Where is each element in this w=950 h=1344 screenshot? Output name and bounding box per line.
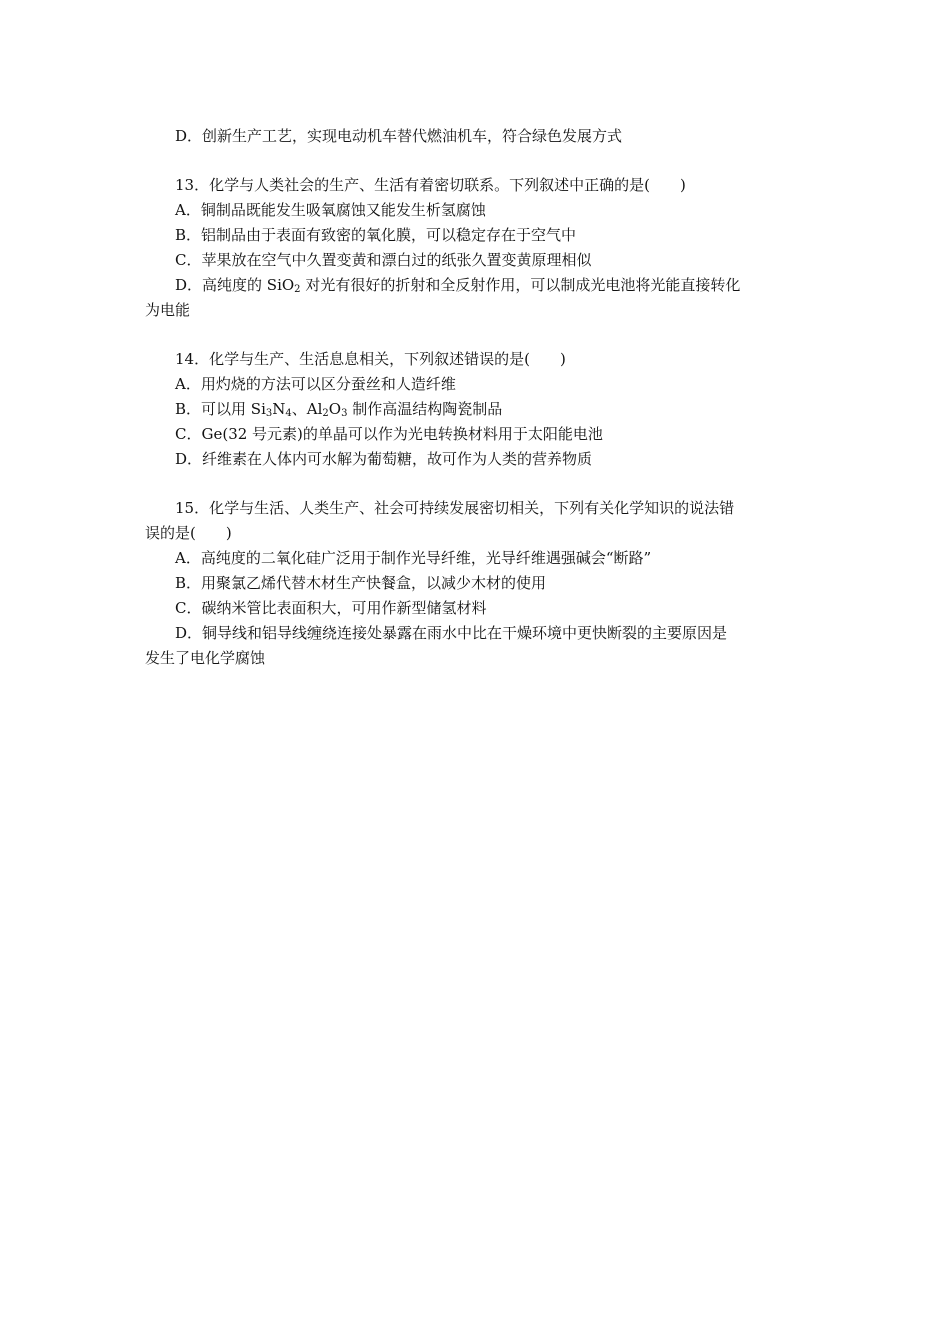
q13-option-c: C．苹果放在空气中久置变黄和漂白过的纸张久置变黄原理相似 bbox=[175, 251, 592, 269]
spacer bbox=[145, 472, 809, 496]
q14-option-b-text-1: B．可以用 Si bbox=[175, 400, 266, 418]
q13-option-d bbox=[145, 273, 809, 298]
q13-option-b: B．铝制品由于表面有致密的氧化膜，可以稳定存在于空气中 bbox=[175, 226, 577, 244]
q14-option-b-text-4: O bbox=[328, 400, 342, 418]
q14-stem: 14．化学与生产、生活息息相关，下列叙述错误的是( ) bbox=[175, 350, 566, 368]
q14-option-b-text-5: 制作高温结构陶瓷制品 bbox=[347, 400, 503, 418]
q15-option-d: D．铜导线和铝导线缠绕连接处暴露在雨水中比在干燥环境中更快断裂的主要原因是 bbox=[175, 624, 728, 642]
q13-option-d-text-2: 对光有很好的折射和全反射作用，可以制成光电池将光能直接转化 bbox=[300, 276, 741, 294]
document-page bbox=[145, 124, 809, 671]
q15-stem-continued: 误的是( ) bbox=[145, 524, 232, 542]
spacer bbox=[145, 323, 809, 347]
q14-option-a: A．用灼烧的方法可以区分蚕丝和人造纤维 bbox=[175, 375, 456, 393]
q14-option-c: C．Ge(32 号元素)的单晶可以作为光电转换材料用于太阳能电池 bbox=[175, 425, 603, 443]
q15-option-d-continued: 发生了电化学腐蚀 bbox=[145, 649, 266, 667]
q14-option-b-sub-1: 3 bbox=[265, 408, 273, 419]
q15-option-b: B．用聚氯乙烯代替木材生产快餐盒，以减少木材的使用 bbox=[175, 574, 547, 592]
q14-option-b-sub-4: 3 bbox=[341, 408, 348, 419]
q13-option-d-subscript: 2 bbox=[294, 284, 301, 295]
q15-option-a: A．高纯度的二氧化硅广泛用于制作光导纤维，光导纤维遇强碱会“断路” bbox=[175, 549, 652, 567]
q14-option-b bbox=[145, 397, 809, 422]
q14-option-b-text-2: N bbox=[272, 400, 286, 418]
q14-option-b-sub-3: 2 bbox=[322, 408, 329, 419]
q14-option-b-text-3: 、Al bbox=[291, 400, 323, 418]
q12-option-d: D．创新生产工艺，实现电动机车替代燃油机车，符合绿色发展方式 bbox=[175, 127, 623, 145]
q15-stem: 15．化学与生活、人类生产、社会可持续发展密切相关，下列有关化学知识的说法错 bbox=[175, 499, 735, 517]
q13-stem: 13．化学与人类社会的生产、生活有着密切联系。下列叙述中正确的是( ) bbox=[175, 176, 686, 194]
q13-option-d-text-1: D．高纯度的 SiO bbox=[175, 276, 295, 294]
q15-option-c: C．碳纳米管比表面积大，可用作新型储氢材料 bbox=[175, 599, 487, 617]
q13-option-d-continued: 为电能 bbox=[145, 301, 191, 319]
q14-option-b-sub-2: 4 bbox=[285, 408, 292, 419]
q14-option-d: D．纤维素在人体内可水解为葡萄糖，故可作为人类的营养物质 bbox=[175, 450, 593, 468]
q13-option-a: A．铜制品既能发生吸氧腐蚀又能发生析氢腐蚀 bbox=[175, 201, 486, 219]
spacer bbox=[145, 149, 809, 173]
